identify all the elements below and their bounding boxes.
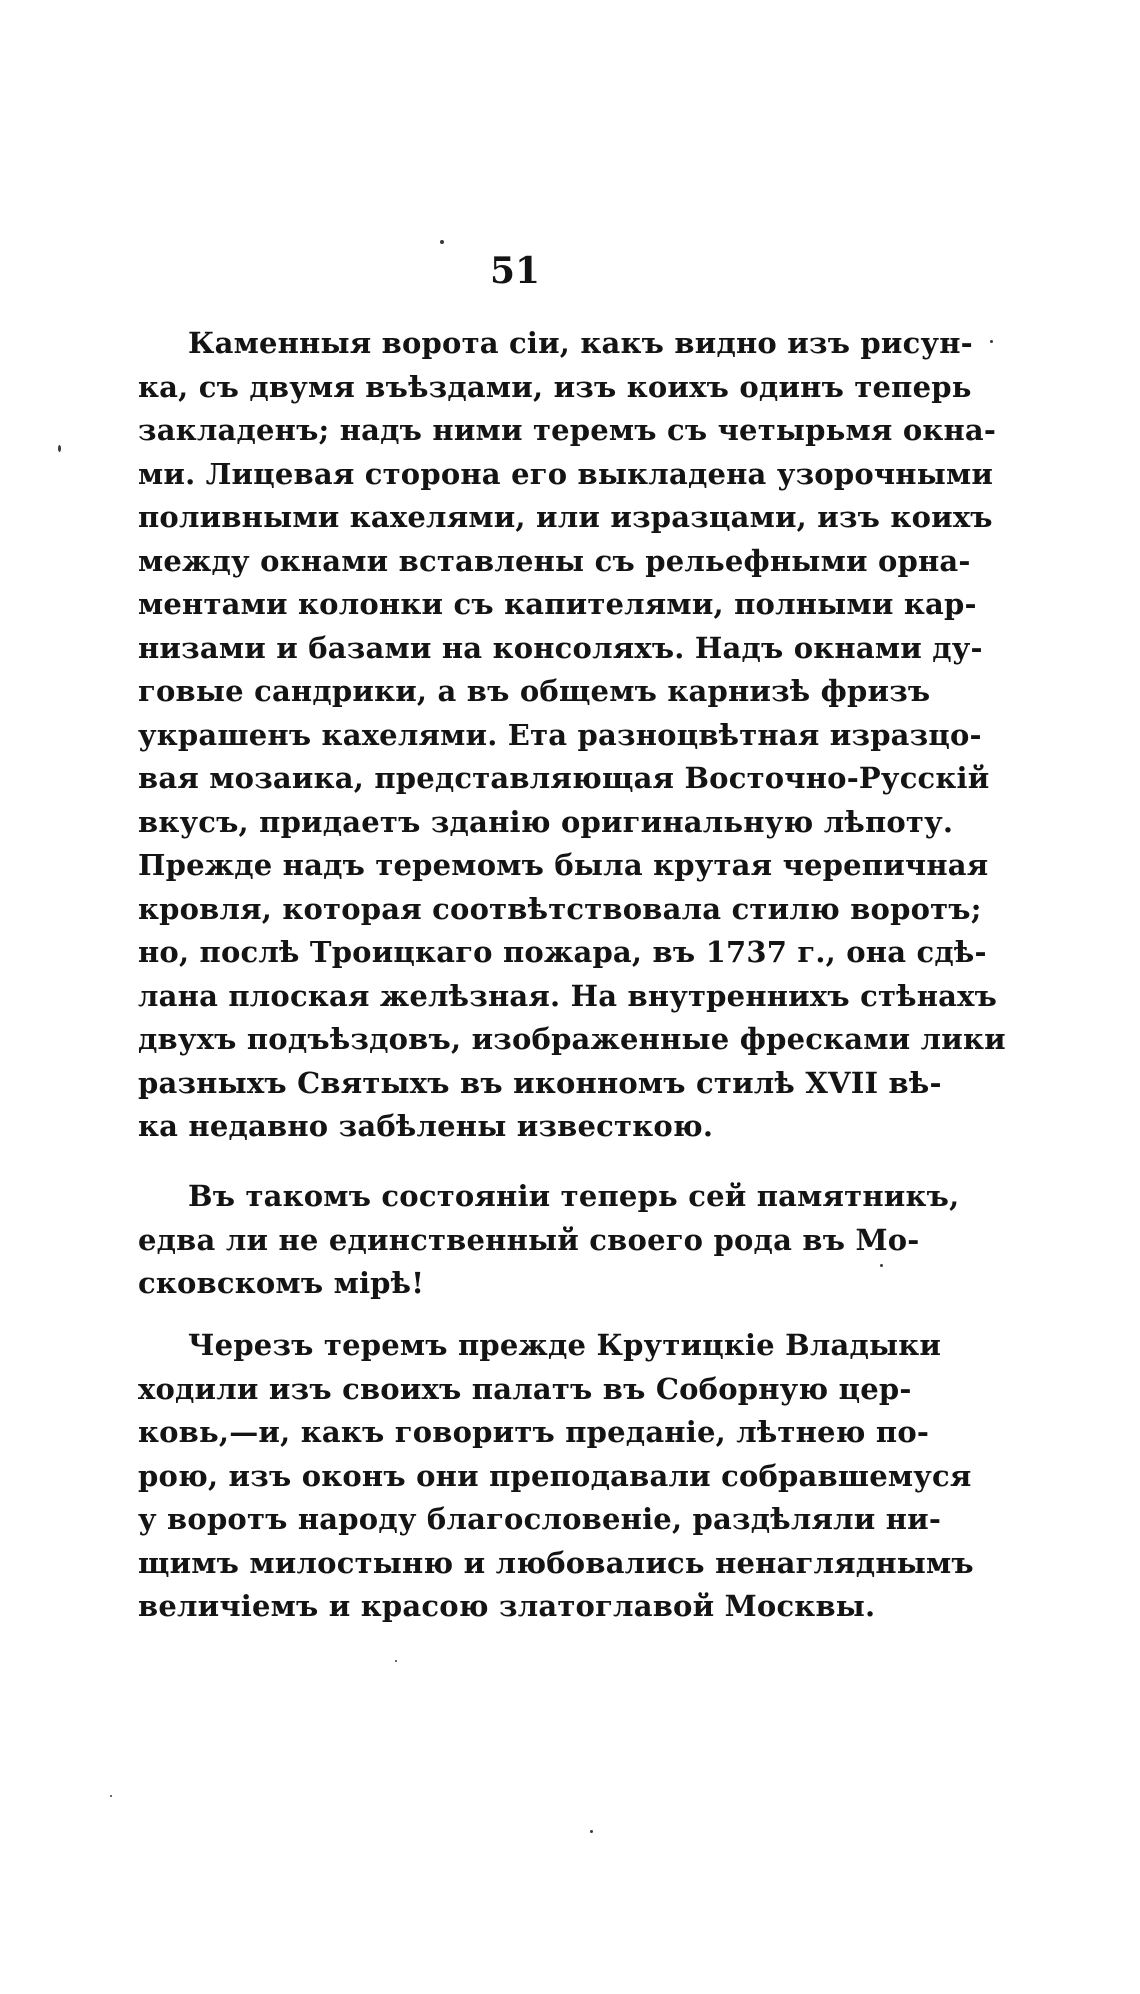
page-number: 51: [489, 250, 541, 292]
paragraph-2: [138, 1175, 960, 1306]
paragraph-line: ка, съ двумя въѣздами, изъ коихъ одинъ теперь: [138, 369, 972, 404]
paragraph-line: у воротъ народу благословеніе, раздѣляли ни-: [138, 1502, 942, 1536]
paragraph-line: вкусъ, придаетъ зданію оригинальную лѣпоту.: [138, 804, 954, 839]
paragraph-line: кровля, которая соотвѣтствовала стилю воротъ;: [138, 891, 982, 926]
paragraph-line: щимъ милостыню и любовались ненагляднымъ: [138, 1545, 974, 1580]
paragraph-line: ходили изъ своихъ палатъ въ Соборную цер-: [138, 1371, 912, 1406]
scan-speck: [990, 340, 993, 343]
paragraph-line: Прежде надъ теремомъ была крутая черепичная: [138, 848, 989, 882]
paragraph-line: величіемъ и красою златоглавой Москвы.: [138, 1589, 876, 1623]
paragraph-line: между окнами вставлены съ рельефными орна-: [138, 543, 971, 578]
paragraph-line: вая мозаика, представляющая Восточно-Русскій: [138, 761, 990, 795]
paragraph-line: лана плоская желѣзная. На внутреннихъ стѣнахъ: [138, 978, 998, 1013]
paragraph-3: [138, 1324, 974, 1629]
paragraph-line: говые сандрики, а въ общемъ карнизѣ фризъ: [138, 674, 931, 708]
paragraph-line: рою, изъ оконъ они преподавали собравшемуся: [138, 1458, 972, 1493]
paragraph-line: сковскомъ мірѣ!: [138, 1266, 425, 1300]
scan-speck: [110, 1795, 112, 1797]
scan-speck: [590, 1830, 593, 1833]
paragraph-line: закладенъ; надъ ними теремъ съ четырьмя окна-: [138, 413, 997, 447]
paragraph-line: низами и базами на консоляхъ. Надъ окнами ду-: [138, 630, 983, 665]
paragraph-line: но, послѣ Троицкаго пожара, въ 1737 г., она сдѣ-: [138, 935, 987, 969]
paragraph-line: едва ли не единственный своего рода въ Мо-: [138, 1222, 920, 1257]
paragraph-line: ми. Лицевая сторона его выкладена узорочными: [138, 456, 994, 491]
paragraph-line: Каменныя ворота сіи, какъ видно изъ рисун-: [188, 326, 973, 360]
paragraph-line: украшенъ кахелями. Ета разноцвѣтная изразцо-: [138, 717, 982, 752]
paragraph-line: Черезъ теремъ прежде Крутицкіе Владыки: [188, 1328, 942, 1362]
paragraph-1: [138, 322, 1006, 1149]
paragraph-line: двухъ подъѣздовъ, изображенные фресками лики: [138, 1022, 1006, 1056]
paragraph-line: ментами колонки съ капителями, полными кар-: [138, 587, 977, 621]
paragraph-line: Въ такомъ состояніи теперь сей памятникъ,: [188, 1179, 960, 1213]
paragraph-line: ковь,—и, какъ говоритъ преданіе, лѣтнею по-: [138, 1415, 930, 1449]
scan-speck: [440, 240, 444, 244]
paragraph-line: разныхъ Святыхъ въ иконномъ стилѣ XVII вѣ-: [138, 1065, 942, 1100]
scan-speck: [58, 445, 61, 452]
paragraph-line: ка недавно забѣлены известкою.: [138, 1109, 714, 1143]
scan-speck: [395, 1660, 397, 1662]
paragraph-line: поливными кахелями, или изразцами, изъ коихъ: [138, 500, 993, 534]
scan-speck: [880, 1264, 883, 1267]
